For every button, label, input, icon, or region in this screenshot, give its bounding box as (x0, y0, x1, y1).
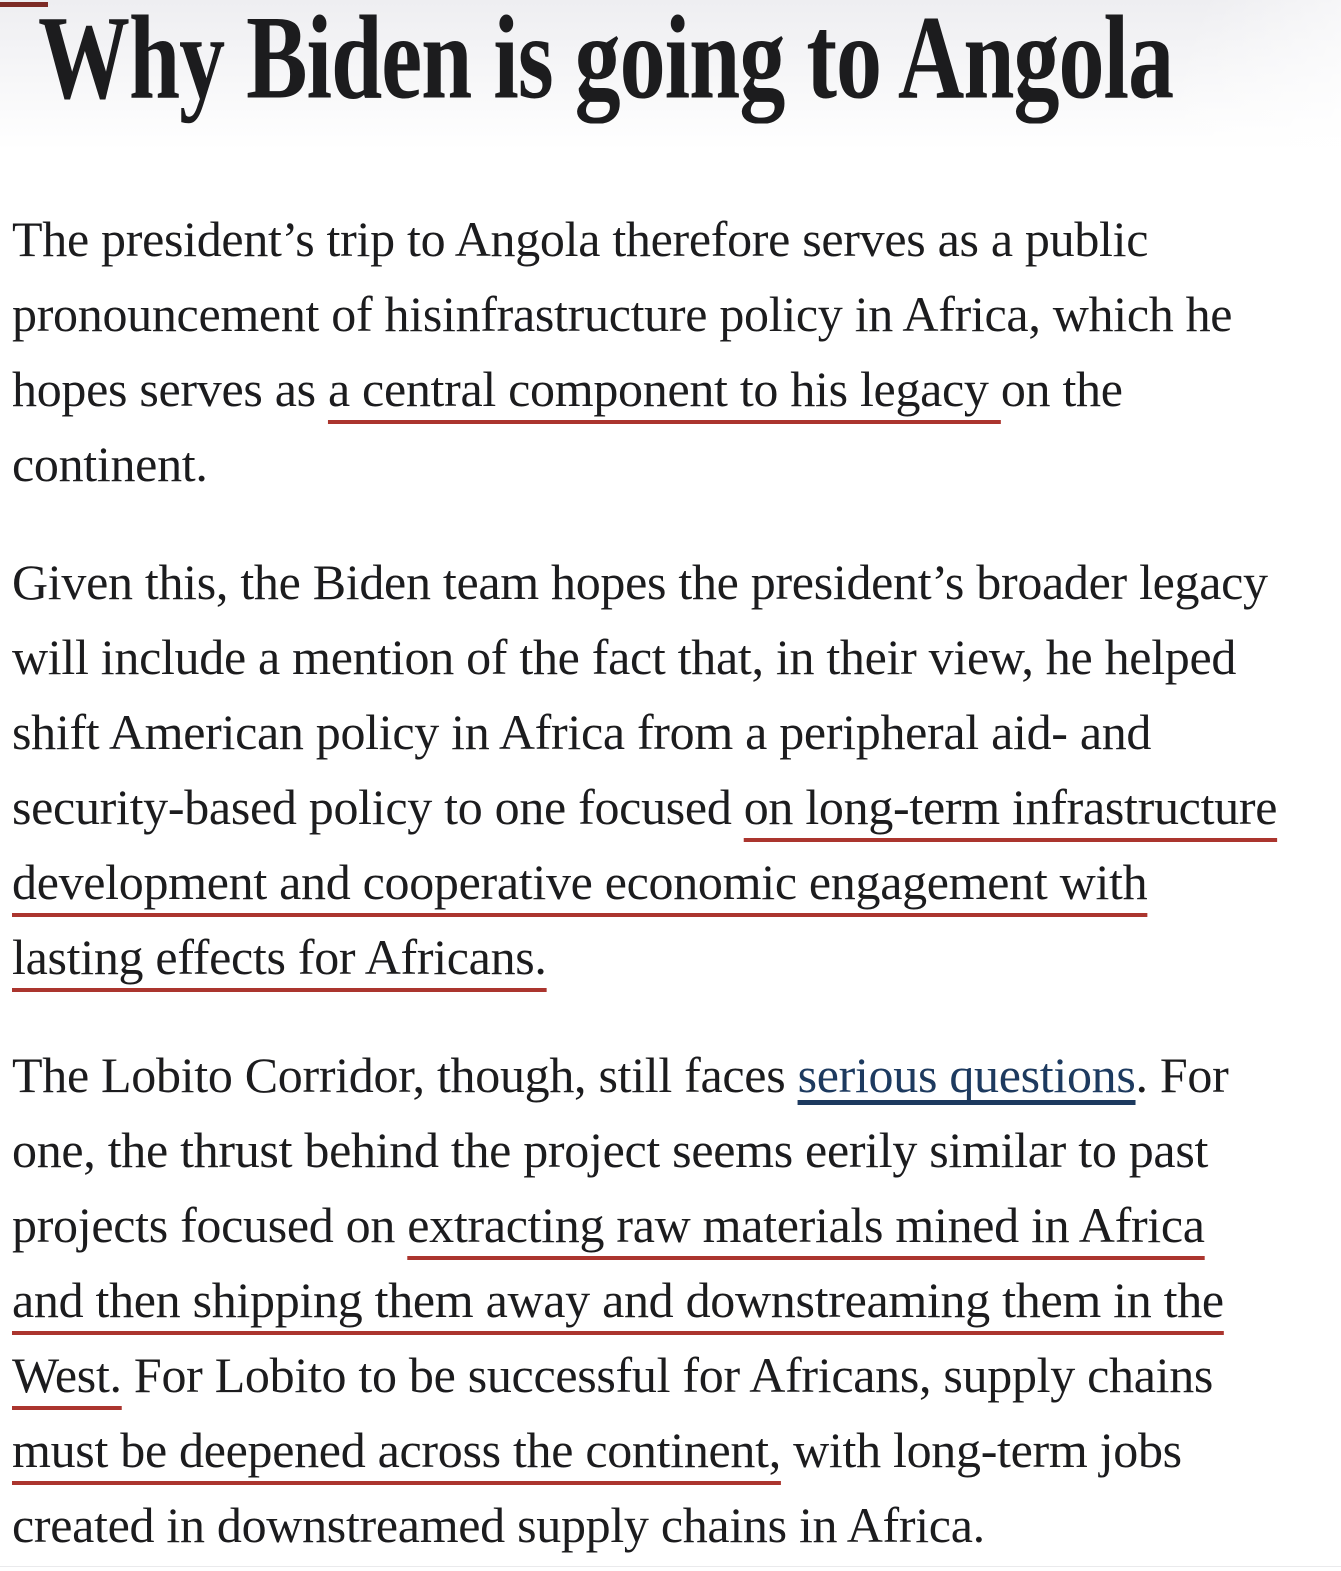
serious-questions-link[interactable]: serious questions (797, 1047, 1136, 1103)
text-line (12, 1263, 1341, 1338)
text-segment: on the (1000, 361, 1123, 417)
text-segment: hopes serves as (12, 361, 328, 417)
text-segment: created in downstreamed supply chains in Africa. (12, 1497, 985, 1553)
red-underlined-text: a central component to his legacy (327, 361, 1001, 417)
text-line (12, 920, 1341, 995)
text-line (12, 620, 1341, 695)
text-line (12, 1038, 1341, 1113)
paragraph (12, 545, 1341, 995)
text-line (12, 1338, 1341, 1413)
bottom-divider (0, 1566, 1341, 1567)
text-segment: one, the thrust behind the project seems eerily similar to past (12, 1122, 1209, 1178)
red-underlined-text: and then shipping them away and downstreaming them in the (12, 1272, 1224, 1328)
text-segment: shift American policy in Africa from a peripheral aid- and (12, 704, 1152, 760)
text-line (12, 1488, 1341, 1563)
text-segment: with long-term jobs (780, 1422, 1182, 1478)
text-segment: Given this, the Biden team hopes the president’s broader legacy (12, 554, 1268, 610)
article-body (0, 202, 1341, 1563)
red-underlined-text: must be deepened across the continent, (12, 1422, 781, 1478)
text-segment: For Lobito to be successful for Africans, supply chains (121, 1347, 1214, 1403)
text-line (12, 695, 1341, 770)
red-underlined-text: extracting raw materials mined in Africa (407, 1197, 1205, 1253)
text-segment: projects focused on (12, 1197, 408, 1253)
text-line (12, 202, 1341, 277)
text-line (12, 352, 1341, 427)
paragraph (12, 202, 1341, 502)
text-segment: will include a mention of the fact that, in their view, he helped (12, 629, 1237, 685)
text-segment: continent. (12, 436, 208, 492)
text-line (12, 1113, 1341, 1188)
text-line (12, 1413, 1341, 1488)
text-segment: The president’s trip to Angola therefore serves as a public (12, 211, 1149, 267)
paragraph (12, 1038, 1341, 1563)
red-underlined-text: West. (12, 1347, 122, 1403)
text-line (12, 1188, 1341, 1263)
text-segment: pronouncement of hisinfrastructure policy in Africa, which he (12, 286, 1233, 342)
red-underlined-text: development and cooperative economic engagement with (12, 854, 1148, 910)
text-segment: . For (1135, 1047, 1229, 1103)
red-underlined-text: lasting effects for Africans. (12, 929, 547, 985)
text-line (12, 845, 1341, 920)
red-underlined-text: on long-term infrastructure (743, 779, 1278, 835)
text-line (12, 545, 1341, 620)
text-segment: security-based policy to one focused (12, 779, 744, 835)
article-title: Why Biden is going to Angola (38, 0, 1174, 124)
text-line (12, 770, 1341, 845)
text-line (12, 427, 1341, 502)
text-line (12, 277, 1341, 352)
text-segment: The Lobito Corridor, though, still faces (12, 1047, 798, 1103)
